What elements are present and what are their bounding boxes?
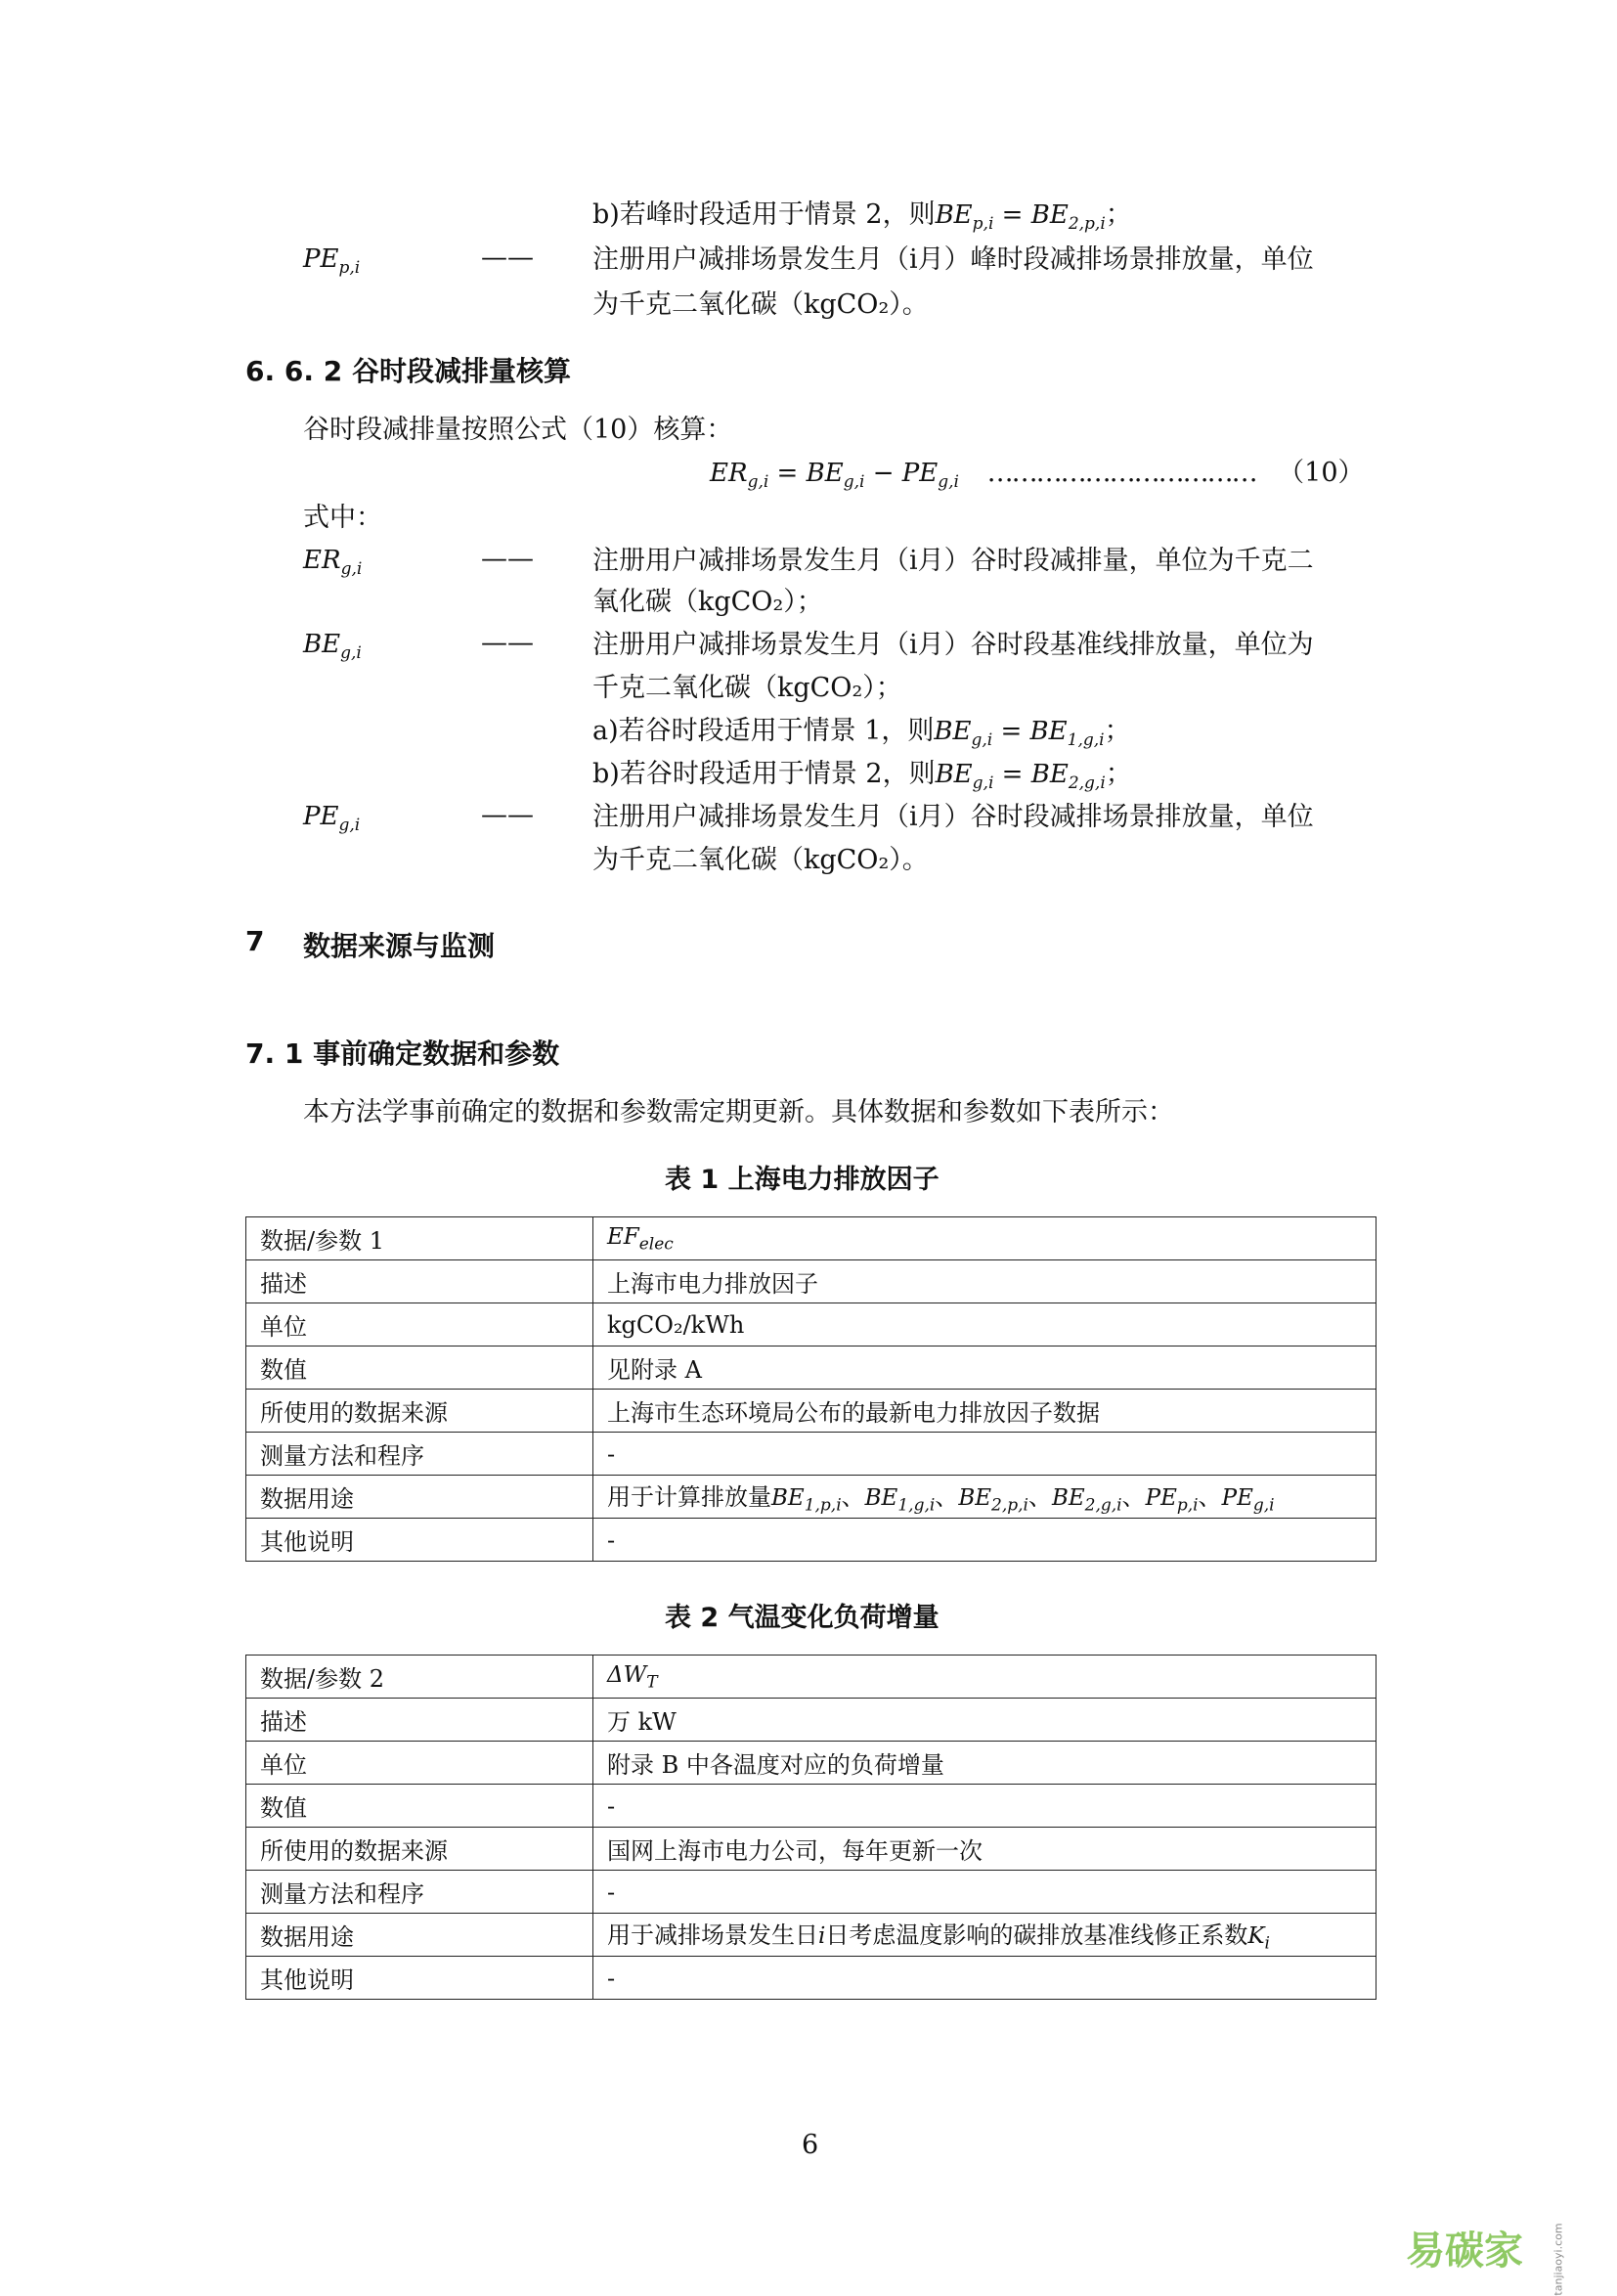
er-g-desc-2: 氧化碳（kgCO₂）； [592,587,823,617]
be-g-dash: —— [481,628,534,658]
table-cell-key: 数据用途 [246,1476,593,1519]
peak-b-end: ； [1105,199,1132,230]
er-g-symbol: $ER_{g,i}$ [303,546,363,580]
er-g-desc-1: 注册用户减排场景发生月（i月）谷时段减排量，单位为千克二 [592,546,1314,576]
pe-p-desc-1: 注册用户减排场景发生月（i月）峰时段减排场景排放量，单位 [592,244,1314,275]
watermark-text: 易碳家 [1406,2229,1523,2274]
be-g-case-a-formula: $BE_{g,i} = BE_{1,g,i}$ [934,717,1105,751]
table-cell-value: - [593,1957,1377,2000]
table-cell-key: 数据/参数 1 [246,1217,593,1260]
section-heading-71: 7. 1 事前确定数据和参数 [245,1038,560,1070]
table-cell-key: 其他说明 [246,1519,593,1562]
table-cell-value: 附录 B 中各温度对应的负荷增量 [593,1742,1377,1785]
table-cell-value: 见附录 A [593,1347,1377,1390]
table-cell-value: - [593,1519,1377,1562]
table-row [246,1217,1377,1260]
table-row [246,1476,1377,1519]
be-g-case-a [592,714,1131,758]
peak-b-line [592,198,1132,242]
be-g-case-b [592,757,1132,801]
table-cell-value: 国网上海市电力公司，每年更新一次 [593,1828,1377,1871]
be-g-case-b-end: ； [1105,759,1132,789]
section-7-title: 数据来源与监测 [303,930,496,962]
table-row [246,1347,1377,1390]
table-cell-key: 描述 [246,1260,593,1303]
peak-b-prefix: b)若峰时段适用于情景 2，则 [592,199,936,230]
table-cell-value: kgCO₂/kWh [593,1303,1377,1347]
er-g-dash: —— [481,544,534,574]
pe-p-desc-2: 为千克二氧化碳（kgCO₂）。 [592,289,929,320]
table-row [246,1914,1377,1957]
table-cell-value: 上海市电力排放因子 [593,1260,1377,1303]
table-row [246,1303,1377,1347]
table-cell-value: 用于计算排放量$BE_{1,p,i}$、$BE_{1,g,i}$、$BE_{2,p,i}$、$BE_{2,g,i}$、$PE_{p,i}$、$PE_{g,i}$ [593,1476,1377,1519]
table-cell-key: 单位 [246,1742,593,1785]
watermark-logo [1406,2220,1595,2296]
watermark-subtext: tanjiaoyi.com [1551,2223,1565,2296]
peak-b-formula: $BE_{p,i} = BE_{2,p,i}$ [935,200,1106,235]
section-7-number: 7 [245,925,265,957]
formula-10-number: （10） [1278,458,1365,488]
table-cell-key: 描述 [246,1699,593,1742]
be-g-case-b-prefix: b)若谷时段适用于情景 2，则 [592,759,936,789]
table-cell-key: 所使用的数据来源 [246,1828,593,1871]
table-2 [245,1655,1377,2000]
table-row [246,1957,1377,2000]
table-row [246,1828,1377,1871]
table-row [246,1699,1377,1742]
formula-10-dots: …………………………… [986,458,1256,488]
table-cell-value: 用于减排场景发生日i日考虑温度影响的碳排放基准线修正系数$K_i$ [593,1914,1377,1957]
table-1 [245,1216,1377,1562]
table-cell-value: 上海市生态环境局公布的最新电力排放因子数据 [593,1390,1377,1433]
table-cell-key: 测量方法和程序 [246,1871,593,1914]
table-row [246,1785,1377,1828]
be-g-case-a-prefix: a)若谷时段适用于情景 1，则 [592,716,935,746]
section-71-intro: 本方法学事前确定的数据和参数需定期更新。具体数据和参数如下表所示： [303,1097,1174,1127]
table-cell-value: 万 kW [593,1699,1377,1742]
table-cell-value: - [593,1433,1377,1476]
table-cell-key: 单位 [246,1303,593,1347]
table-cell-key: 其他说明 [246,1957,593,2000]
where-label: 式中： [303,503,382,533]
table-cell-value: $EF_{elec}$ [593,1217,1377,1260]
table-cell-key: 数值 [246,1347,593,1390]
be-g-symbol: $BE_{g,i}$ [303,630,362,664]
section-662-intro: 谷时段减排量按照公式（10）核算： [303,415,733,445]
formula-10-expr: $ER_{g,i} = BE_{g,i} - PE_{g,i}$ [710,459,959,493]
pe-g-dash: —— [481,800,534,830]
table-1-caption: 表 1 上海电力排放因子 [665,1165,940,1195]
pe-g-symbol: $PE_{g,i}$ [303,802,361,836]
be-g-desc-2: 千克二氧化碳（kgCO₂）； [592,673,902,703]
table-cell-value: $\Delta W_T$ [593,1656,1377,1699]
formula-10 [710,456,1365,500]
table-row [246,1519,1377,1562]
pe-g-desc-2: 为千克二氧化碳（kgCO₂）。 [592,845,929,875]
table-row [246,1433,1377,1476]
table-row [246,1871,1377,1914]
be-g-case-a-end: ； [1104,716,1131,746]
pe-p-dash: —— [481,243,534,273]
table-cell-key: 数值 [246,1785,593,1828]
table-row [246,1656,1377,1699]
table-cell-key: 所使用的数据来源 [246,1390,593,1433]
table-2-caption: 表 2 气温变化负荷增量 [665,1603,940,1633]
table-row [246,1742,1377,1785]
page-number: 6 [802,2130,819,2160]
table-cell-key: 测量方法和程序 [246,1433,593,1476]
table-cell-key: 数据用途 [246,1914,593,1957]
section-heading-662: 6. 6. 2 谷时段减排量核算 [245,355,571,387]
be-g-desc-1: 注册用户减排场景发生月（i月）谷时段基准线排放量，单位为 [592,630,1314,660]
table-row [246,1260,1377,1303]
table-cell-value: - [593,1785,1377,1828]
pe-g-desc-1: 注册用户减排场景发生月（i月）谷时段减排场景排放量，单位 [592,802,1314,832]
table-cell-value: - [593,1871,1377,1914]
table-row [246,1390,1377,1433]
be-g-case-b-formula: $BE_{g,i} = BE_{2,g,i}$ [935,760,1106,794]
pe-p-symbol: $PE_{p,i}$ [303,244,361,279]
table-cell-key: 数据/参数 2 [246,1656,593,1699]
